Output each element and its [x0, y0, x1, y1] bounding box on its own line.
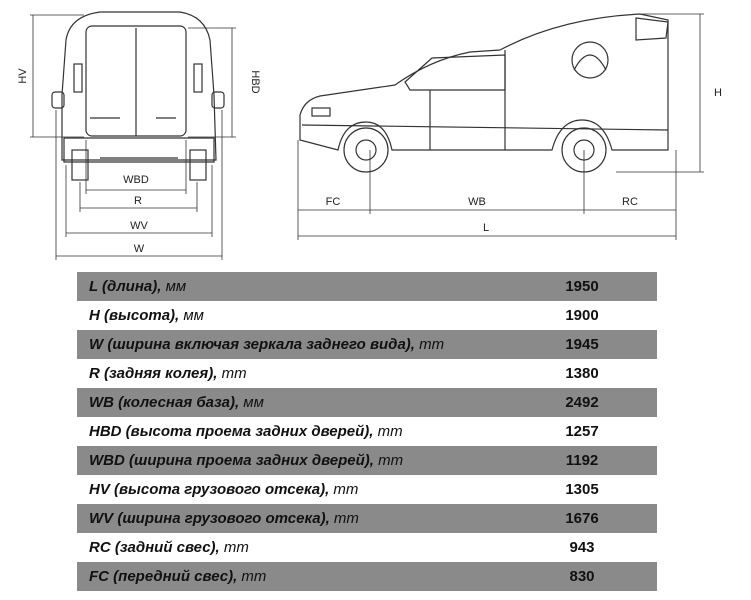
param-value: 1945: [507, 330, 657, 359]
label-rc: RC: [622, 196, 638, 208]
param-unit: mm: [241, 568, 267, 585]
param-label: L (длина),: [89, 278, 162, 295]
param-value: 1950: [507, 272, 657, 301]
param-label: WBD (ширина проема задних дверей),: [89, 452, 374, 469]
param-value: 1900: [565, 307, 599, 324]
param-value: 1676: [507, 504, 657, 533]
param-unit: mm: [419, 336, 445, 353]
param-unit: mm: [378, 452, 404, 469]
param-value: 1305: [565, 481, 599, 498]
table-row: [77, 446, 657, 475]
side-view-van: [300, 14, 668, 172]
param-label: R (задняя колея),: [89, 365, 218, 382]
table-row: [77, 475, 657, 504]
param-unit: mm: [333, 510, 359, 527]
table-row: [77, 504, 657, 533]
table-row: [77, 272, 657, 301]
table-row: [77, 533, 657, 562]
param-label: WB (колесная база),: [89, 394, 240, 411]
label-fc: FC: [325, 196, 341, 208]
label-hbd: HBD: [249, 70, 261, 94]
param-label: RC (задний свес),: [89, 539, 220, 556]
param-unit: mm: [377, 423, 403, 440]
label-l: L: [482, 222, 490, 234]
label-wbd: WBD: [123, 174, 149, 186]
param-unit: mm: [221, 365, 247, 382]
label-r: R: [134, 195, 142, 207]
param-label: HBD (высота проема задних дверей),: [89, 423, 374, 440]
param-label: WV (ширина грузового отсека),: [89, 510, 330, 527]
param-label: H (высота),: [89, 307, 180, 324]
spec-table: [77, 272, 657, 591]
param-label: FC (передний свес),: [89, 568, 238, 585]
label-wv: WV: [130, 220, 148, 232]
param-value: 2492: [507, 388, 657, 417]
label-h: H: [714, 87, 722, 99]
param-value: 1257: [565, 423, 599, 440]
param-unit: мм: [243, 394, 264, 411]
table-row: [77, 359, 657, 388]
param-unit: mm: [223, 539, 249, 556]
param-unit: mm: [333, 481, 359, 498]
param-label: W (ширина включая зеркала заднего вида),: [89, 336, 415, 353]
rear-view-van: [52, 12, 224, 180]
table-row: [77, 562, 657, 591]
param-label: HV (высота грузового отсека),: [89, 481, 330, 498]
param-unit: мм: [183, 307, 204, 324]
param-value: 943: [569, 539, 595, 556]
label-w: W: [133, 243, 145, 255]
table-row: [77, 417, 657, 446]
label-wb: WB: [468, 196, 486, 208]
table-row: [77, 301, 657, 330]
param-unit: мм: [165, 278, 187, 295]
label-hv: HV: [17, 68, 29, 84]
table-row: [77, 388, 657, 417]
param-value: 1380: [565, 365, 599, 382]
table-row: [77, 330, 657, 359]
vehicle-dimension-diagram: [0, 0, 751, 270]
param-value: 830: [507, 562, 657, 591]
param-value: 1192: [507, 446, 657, 475]
